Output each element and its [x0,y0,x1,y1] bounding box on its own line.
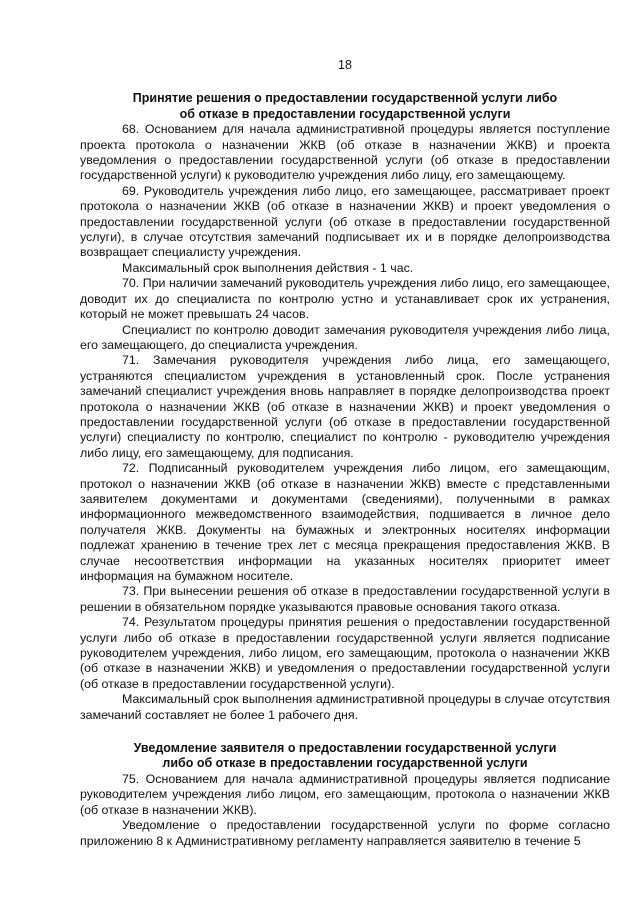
paragraph-notification: Уведомление о предоставлении государственной услуги по форме согласно приложению 8 к Административному регламенту направляется заявителю в течение 5 [80,818,610,848]
paragraph-73: 73. При вынесении решения об отказе в предоставлении государственной услуги в решении в обязательном порядке указываются правовые основания такого отказа. [80,584,610,614]
paragraph-max-time-1: Максимальный срок выполнения действия - 1 час. [122,260,414,275]
paragraph-74: 74. Результатом процедуры принятия решения о предоставлении государственной услуги либо об отказе в предоставлении государственной услуги является подписание руководителем учреждения, либо лицом, его замещающим, протокола о назначении ЖКВ (об отказе в назначении ЖКВ) и уведомления о предоставлении государственной услуги (об отказе в предоставлении государственной услуги). [80,615,610,691]
section-2-title-line-2: либо об отказе в предоставлении государственной услуги [162,756,528,771]
paragraph-70: 70. При наличии замечаний руководитель учреждения либо лицо, его замещающее, доводит их до специалиста по контролю устно и устанавливает срок их устранения, который не может превышать 24 часов. [80,276,610,322]
paragraph-control-specialist: Специалист по контролю доводит замечания руководителя учреждения либо лица, его замещающего, до специалиста учреждения. [80,322,610,352]
paragraph-75: 75. Основанием для начала административной процедуры является подписание руководителем учреждения либо лицом, его замещающим, протокола о назначении ЖКВ (об отказе в назначении ЖКВ). [80,771,610,817]
paragraph-max-time-2: Максимальный срок выполнения административной процедуры в случае отсутствия замечаний составляет не более 1 рабочего дня. [80,692,610,722]
page-number: 18 [338,58,352,72]
section-2-title-line-1: Уведомление заявителя о предоставлении государственной услуги [133,741,557,756]
paragraph-68: 68. Основанием для начала административной процедуры является поступление проекта протокола о назначении ЖКВ (об отказе в назначении ЖКВ) и проекта уведомления о предоставлении государственной услуги (об отказе в предоставлении государственной услуги) к руководителю учреждения либо лицу, его замещающему. [80,122,610,183]
paragraph-69: 69. Руководитель учреждения либо лицо, его замещающее, рассматривает проект протокола о назначении ЖКВ (об отказе в назначении ЖКВ) и проект уведомления о предоставлении государственной услуги (об отказе в предоставлении государственной услуги), в случае отсутствия замечаний подписывает их и в порядке делопроизводства возвращает специалисту учреждения. [80,183,610,260]
paragraph-72: 72. Подписанный руководителем учреждения либо лицом, его замещающим, протокол о назначении ЖКВ (об отказе в назначении ЖКВ) вместе с представленными заявителем документами и документами (сведениями), полученными в рамках информационного межведомственного взаимодействия, подшивается в личное дело получателя ЖКВ. Документы на бумажных и электронных носителях информации подлежат хранению в течение трех лет с месяца прекращения предоставления ЖКВ. В случае несоответствия информации на указанных носителях приоритет имеет информация на бумажном носителе. [80,461,610,583]
section-1-title-line-1: Принятие решения о предоставлении государственной услуги либо [132,91,558,106]
paragraph-71: 71. Замечания руководителя учреждения либо лица, его замещающего, устраняются специалистом учреждения в установленный срок. После устранения замечаний специалист учреждения вновь направляет в порядке делопроизводства проект протокола о назначении ЖКВ (об отказе в назначении ЖКВ) и проект уведомления о предоставлении государственной услуги (об отказе в предоставлении государственной услуги) специалисту по контролю, специалист по контролю - руководителю учреждения либо лицу, его замещающему, для подписания. [80,353,610,460]
section-1-title-line-2: об отказе в предоставлении государственной услуги [179,106,511,121]
